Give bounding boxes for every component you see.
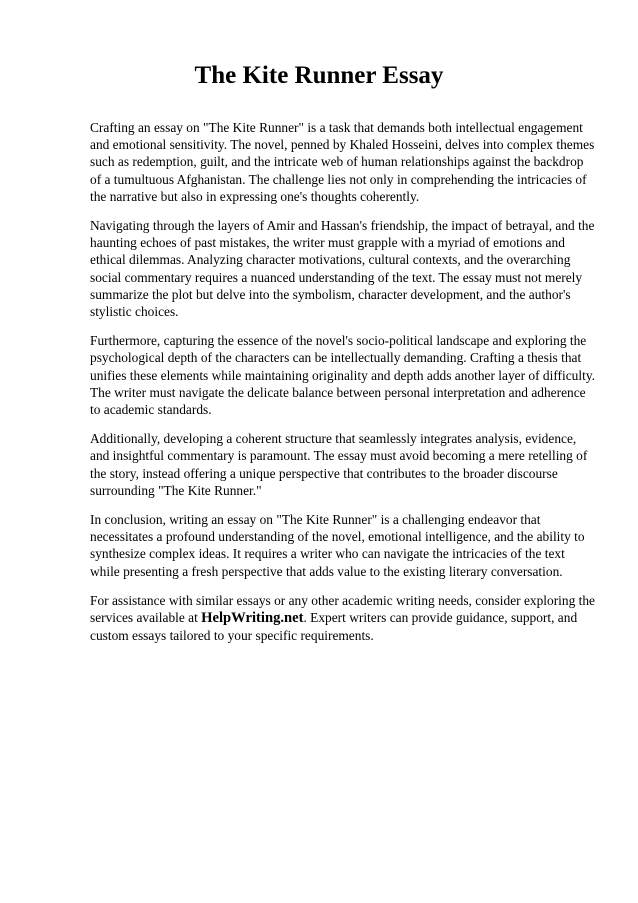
paragraph-structure: Additionally, developing a coherent structure that seamlessly integrates analysis, evidence, and insightful commentary is paramount. The essay must avoid becoming a mere retelling of the story, instead offering a unique perspective that contributes to the broader discourse surrounding "The Kite Runner." xyxy=(90,431,588,498)
closing-text-before: For assistance with similar essays or any other academic writing needs, consider exploring the services available at xyxy=(90,592,595,626)
paragraph-intro: Crafting an essay on "The Kite Runner" is a task that demands both intellectual engagement and emotional sensitivity. The novel, penned by Khaled Hosseini, delves into complex themes such as redemption, guilt, and the intricate web of human relationships against the backdrop of a tumultuous Afghanistan. The challenge lies not only in comprehending the intricacies of the narrative but also in expressing one's thoughts coherently. xyxy=(90,120,595,204)
paragraph-friendship: Navigating through the layers of Amir and Hassan's friendship, the impact of betrayal, and the haunting echoes of past mistakes, the writer must grapple with a myriad of emotions and ethical dilemmas. Analyzing character motivations, cultural contexts, and the overarching social commentary requires a nuanced understanding of the text. The essay must not merely summarize the plot but delve into the symbolism, character development, and the author's stylistic choices. xyxy=(90,218,595,320)
paragraph-sociopolitical: Furthermore, capturing the essence of the novel's socio-political landscape and exploring the psychological depth of the characters can be intellectually demanding. Crafting a thesis that unifies these elements while maintaining originality and depth adds another layer of difficulty. The writer must navigate the delicate balance between personal interpretation and adherence to academic standards. xyxy=(90,333,595,418)
document-title: The Kite Runner Essay xyxy=(194,62,444,89)
brand-name: HelpWriting.net xyxy=(201,610,304,627)
paragraph-closing xyxy=(90,592,595,645)
paragraph-conclusion: In conclusion, writing an essay on "The Kite Runner" is a challenging endeavor that necessitates a profound understanding of the novel, emotional intelligence, and the ability to synthesize complex ideas. It requires a writer who can navigate the intricacies of the text while presenting a fresh perspective that adds value to the existing literary conversation. xyxy=(90,512,585,579)
document-body xyxy=(90,119,595,656)
closing-text-after: . Expert writers can provide guidance, support, and custom essays tailored to your specific requirements. xyxy=(90,610,578,644)
